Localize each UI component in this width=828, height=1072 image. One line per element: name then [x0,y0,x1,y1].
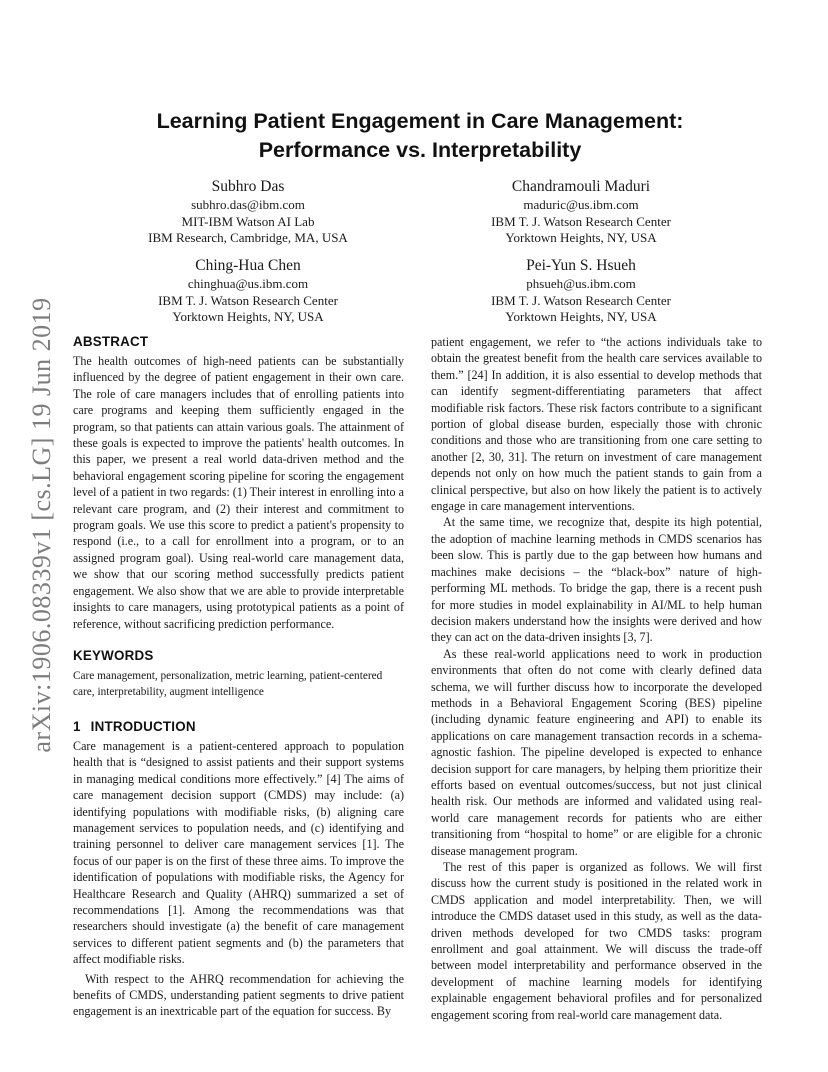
title-line-2: Performance vs. Interpretability [258,138,582,162]
intro-paragraph-4: As these real-world applications need to work in production environments that often do not come with clearly defined data schema, we will further discuss how to incorporate the developed methods in a Behavioral Engagement Scoring (BES) pipeline (including dynamic feature engineering and API) to enable its applications on care management transaction records in a schema-agnostic fashion. The pipeline developed is expected to enhance decision support for care managers, by helping them prioritize their efforts based on eventual outcomes/success, but not just clinical health risk. Our methods are informed and validated using real-world care management records for patients who are either transitioning from “hospital to home” or are eligible for a chronic disease management program. [431,646,762,858]
arxiv-sidebar [22,290,62,760]
author-affiliation: IBM T. J. Watson Research Center [158,292,338,308]
author-name: Ching-Hua Chen [195,257,301,274]
author-affiliation: MIT-IBM Watson AI Lab [181,213,315,229]
author-block-4 [431,257,731,326]
arxiv-identifier: arXiv:1906.08339v1 [cs.LG] 19 Jun 2019 [27,297,56,753]
author-location: Yorktown Heights, NY, USA [172,309,324,324]
intro-paragraph-2-continued: patient engagement, we refer to “the actions individuals take to obtain the greatest benefit from the health care services available to them.” [24] In addition, it is also essential to develop methods that can identify segment-differentiating parameters that affect modifiable risk factors. These risk factors contribute to a significant portion of global disease burden, especially those with chronic conditions and those who are transitioning from one care setting to another [2, 30, 31]. The return on investment of care management depends not only on how much the patient stands to gain from a clinical perspective, but also on how likely the patient is to actively engage in care management interventions. [431,335,762,514]
introduction-heading [73,718,404,736]
paper-title [100,107,740,165]
author-block-2 [431,178,731,247]
intro-paragraph-2: With respect to the AHRQ recommendation for achieving the benefits of CMDS, understanding patient segments to drive patient engagement is an inextricable part of the equation for success. By [73,971,404,1019]
left-column [73,333,404,1020]
author-location: Yorktown Heights, NY, USA [505,230,657,245]
keywords-heading: KEYWORDS [73,647,154,663]
author-block-1 [98,178,398,247]
author-location: Yorktown Heights, NY, USA [505,309,657,324]
keywords-text: Care management, personalization, metric learning, patient-centered care, interpretability, augment intelligence [73,669,383,698]
section-title: INTRODUCTION [90,718,196,734]
author-name: Subhro Das [211,178,285,195]
author-affiliation: IBM T. J. Watson Research Center [491,292,671,308]
author-block-3 [98,257,398,326]
intro-paragraph-5: The rest of this paper is organized as follows. We will first discuss how the current study is positioned in the related work in CMDS application and model interpretability. Then, we will introduce the CMDS dataset used in this study, as well as the data-driven methods developed for two CMDS tasks: program enrollment and goal attainment. We will discuss the trade-off between model interpretability and performance observed in the development of machine learning models for identifying explainable engagement behavioral profiles and for personalized engagement scoring from real-world care management data. [431,860,762,1022]
right-column [431,334,762,1023]
author-affiliation: IBM T. J. Watson Research Center [491,213,671,229]
abstract-text: The health outcomes of high-need patients can be substantially influenced by the degree of patient engagement in their own care. The role of care managers includes that of enrolling patients into care programs and keeping them sufficiently engaged in the program, so that patients can attain various goals. The attainment of these goals is expected to improve the patients' health outcomes. In this paper, we present a real world data-driven method and the behavioral engagement scoring pipeline for scoring the engagement level of a patient in two regards: (1) Their interest in enrolling into a relevant care program, and (2) their interest and commitment to program goals. We use this score to predict a patient's propensity to respond (i.e., to a call for enrollment into a program, or to an assigned program goal). Using real-world care management data, we show that our scoring method successfully predicts patient engagement. We also show that we are able to provide interpretable insights to care managers, using prototypical patients as a point of reference, without sacrificing prediction performance. [73,354,404,631]
intro-paragraph-3: At the same time, we recognize that, despite its high potential, the adoption of machine learning methods in CMDS scenarios has been slow. This is partly due to the gap between how humans and machines make decisions – the “black-box” nature of high-performing ML methods. To bridge the gap, there is a recent push for more studies in model explainability in AI/ML to help human decision makers understand how the insights were derived and how they can act on the data-driven insights [3, 7]. [431,515,762,645]
abstract-heading: ABSTRACT [73,334,149,349]
author-email: maduric@us.ibm.com [523,197,639,212]
author-email: subhro.das@ibm.com [191,197,305,212]
author-name: Pei-Yun S. Hsueh [526,257,636,274]
section-number: 1 [73,718,81,734]
author-email: chinghua@us.ibm.com [187,276,309,291]
author-email: phsueh@us.ibm.com [526,276,636,291]
author-location: IBM Research, Cambridge, MA, USA [148,230,348,245]
author-name: Chandramouli Maduri [511,178,651,195]
title-line-1: Learning Patient Engagement in Care Management: [156,109,684,133]
intro-paragraph-1: Care management is a patient-centered approach to population health that is “designed to assist patients and their support systems in managing medical conditions more effectively.” [4] The aims of care management decision support (CMDS) may include: (a) identifying populations with modifiable risks, (b) aligning care management services to population needs, and (c) identifying and training personnel to deliver care management services [1]. The focus of our paper is on the first of these three aims. To improve the identification of populations with modifiable risks, the Agency for Healthcare Research and Quality (AHRQ) summarized a set of recommendations [1]. Among the recommendations was that researchers should investigate (a) the benefit of care management services to different patient segments and (b) the parameters that affect modifiable risks. [73,738,404,967]
